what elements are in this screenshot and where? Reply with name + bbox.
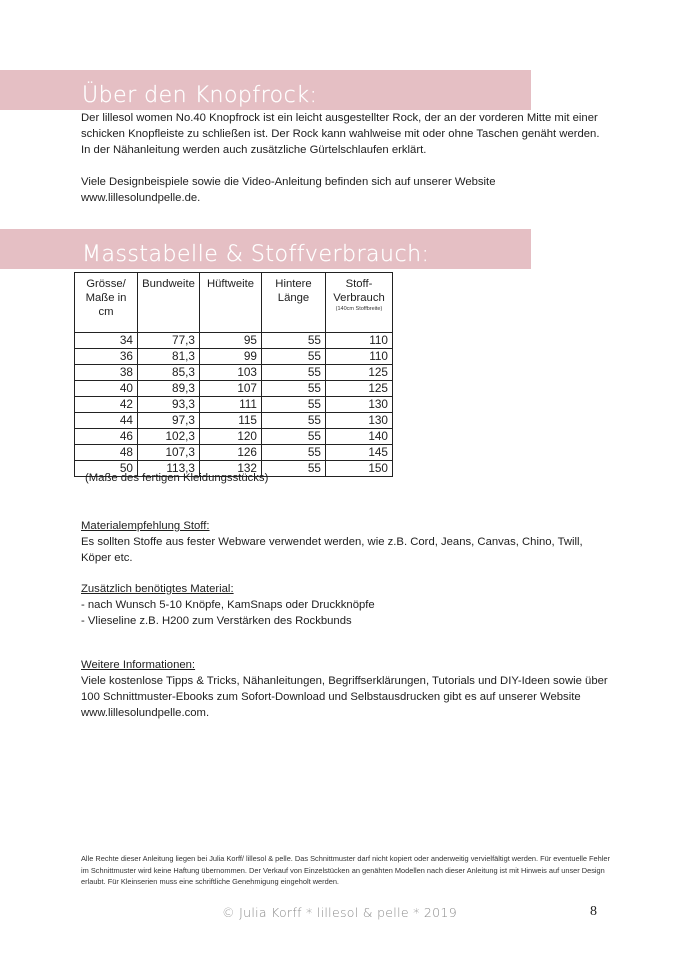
table-cell: 89,3 [138,381,200,397]
extra-material-heading: Zusätzlich benötigtes Material: [81,583,234,595]
section-banner-about [0,70,531,110]
table-cell: 113,3 [138,461,200,477]
table-cell: 55 [262,349,326,365]
table-cell: 46 [75,429,138,445]
table-cell: 55 [262,461,326,477]
table-cell: 111 [200,397,262,413]
page-number: 8 [590,904,597,919]
extra-material-section [81,581,611,629]
table-cell: 93,3 [138,397,200,413]
table-header-label: Bundweite [142,278,195,290]
table-cell: 36 [75,349,138,365]
table-cell: 110 [326,349,393,365]
table-cell: 145 [326,445,393,461]
table-cell: 55 [262,381,326,397]
table-cell: 110 [326,333,393,349]
table-cell: 132 [200,461,262,477]
table-caption: (Maße des fertigen Kleidungsstücks) [85,472,269,484]
table-cell: 55 [262,429,326,445]
table-cell: 150 [326,461,393,477]
table-row [75,445,393,461]
table-header-waist [138,273,200,333]
table-header-size [75,273,138,333]
table-cell: 42 [75,397,138,413]
table-cell: 126 [200,445,262,461]
table-header-label: Grösse/ Maße in cm [85,278,127,318]
table-row [75,397,393,413]
table-cell: 130 [326,397,393,413]
material-heading: Materialempfehlung Stoff: [81,520,210,532]
table-cell: 130 [326,413,393,429]
table-cell: 50 [75,461,138,477]
size-table [74,272,393,477]
legal-notice: Alle Rechte dieser Anleitung liegen bei Julia Korff/ lillesol & pelle. Das Schnittmuster darf nicht kopiert oder anderweitig vervielfältigt werden. Für eventuelle Fehler im Schnittmuster wird keine Haftung übernommen. Der Verkauf von Einzelstücken an genähten Modellen nach dieser Anleitung ist mit Hinweis auf unser Design erlaubt. Für Kleinserien muss eine schriftliche Genehmigung eingeholt werden. [81,854,610,886]
section-title-about: Über den Knopfrock: [82,83,318,108]
table-row [75,349,393,365]
about-text [81,110,601,206]
table-header-fabric [326,273,393,333]
table-cell: 103 [200,365,262,381]
table-cell: 48 [75,445,138,461]
table-cell: 55 [262,445,326,461]
info-section [81,657,611,721]
table-cell: 95 [200,333,262,349]
table-cell: 55 [262,397,326,413]
section-banner-sizes [0,229,531,269]
table-row [75,413,393,429]
table-cell: 107,3 [138,445,200,461]
table-cell: 115 [200,413,262,429]
table-cell: 125 [326,365,393,381]
table-row [75,381,393,397]
table-cell: 77,3 [138,333,200,349]
list-item: - Vlieseline z.B. H200 zum Verstärken des Rockbunds [81,615,352,627]
table-header-row [75,273,393,333]
table-cell: 81,3 [138,349,200,365]
table-cell: 44 [75,413,138,429]
table-cell: 40 [75,381,138,397]
table-row [75,333,393,349]
table-header-hip [200,273,262,333]
material-text: Es sollten Stoffe aus fester Webware verwendet werden, wie z.B. Cord, Jeans, Canvas, Chino, Twill, Köper etc. [81,536,583,564]
table-header-label: Stoff-Verbrauch [333,278,385,304]
about-paragraph-1: Der lillesol women No.40 Knopfrock ist ein leicht ausgestellter Rock, der an der vorderen Mitte mit einer schicken Knopfleiste zu schließen ist. Der Rock kann wahlweise mit oder ohne Taschen genäht werden. In der Nähanleitung werden auch zusätzliche Gürtelschlaufen erklärt. [81,112,600,156]
table-cell: 140 [326,429,393,445]
table-cell: 97,3 [138,413,200,429]
table-cell: 55 [262,413,326,429]
table-header-label: Hüftweite [206,278,255,290]
table-cell: 85,3 [138,365,200,381]
table-cell: 55 [262,365,326,381]
info-heading: Weitere Informationen: [81,659,196,671]
list-item: - nach Wunsch 5-10 Knöpfe, KamSnaps oder Druckknöpfe [81,599,375,611]
about-paragraph-2: Viele Designbeispiele sowie die Video-Anleitung befinden sich auf unserer Website www.lillesolundpelle.de. [81,176,496,204]
table-cell: 38 [75,365,138,381]
table-header-back-length [262,273,326,333]
table-cell: 120 [200,429,262,445]
table-cell: 125 [326,381,393,397]
info-text: Viele kostenlose Tipps & Tricks, Nähanleitungen, Begriffserklärungen, Tutorials und DIY-Ideen sowie über 100 Schnittmuster-Ebooks zum Sofort-Download und Selbstausdrucken gibt es auf unserer Website www.lillesolundpelle.com. [81,675,608,719]
table-header-note: (140cm Stoffbreite) [335,306,383,312]
table-row [75,365,393,381]
material-section [81,518,611,566]
copyright-credit: © Julia Korff * lillesol & pelle * 2019 [222,905,457,920]
table-cell: 99 [200,349,262,365]
table-cell: 107 [200,381,262,397]
table-header-label: Hintere Länge [275,278,312,304]
table-cell: 55 [262,333,326,349]
section-title-sizes: Masstabelle & Stoffverbrauch: [82,242,430,267]
table-cell: 34 [75,333,138,349]
table-cell: 102,3 [138,429,200,445]
table-row [75,429,393,445]
